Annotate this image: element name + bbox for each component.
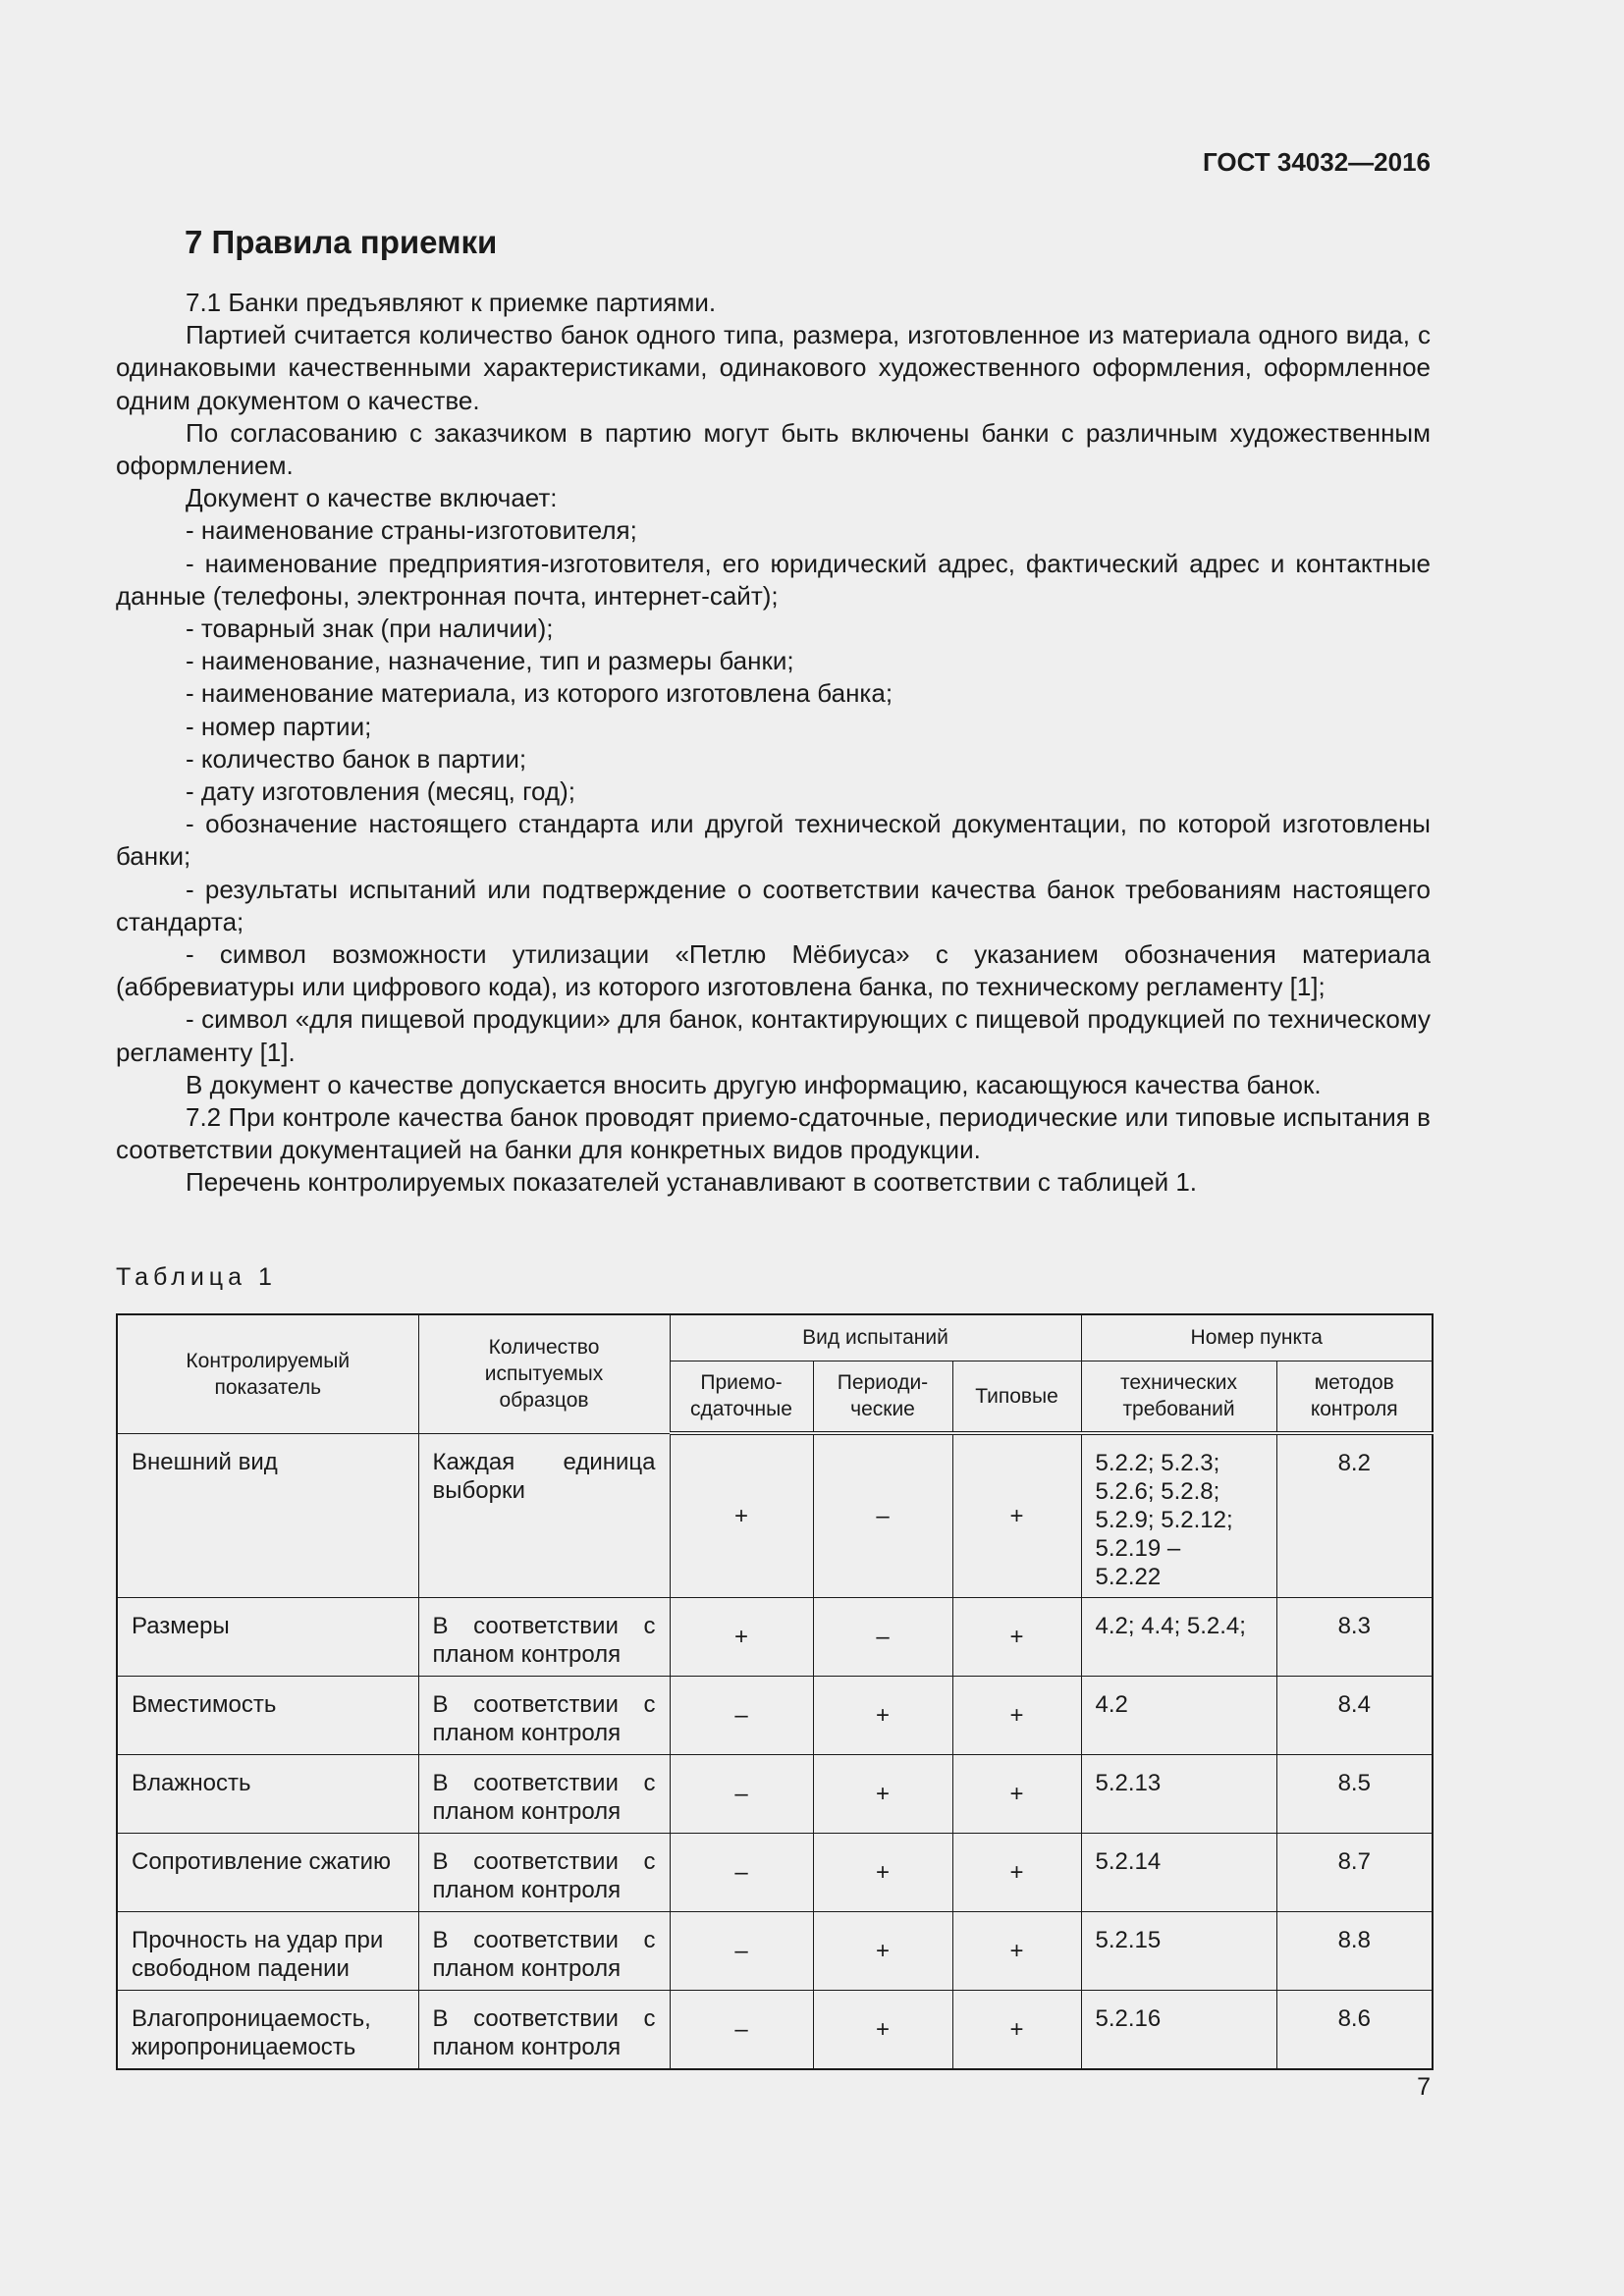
indicator-cell: Вместимость [117,1677,418,1755]
paragraph: Партией считается количество банок одного типа, размера, изготовленное из материала одного вида, с одинаковыми качественными характеристиками, одинакового художественного оформления, оформленное одним документом о качестве. [116,320,1431,415]
tech-requirements-cell: 4.2 [1081,1677,1276,1755]
header-control-methods: методов контроля [1276,1361,1433,1433]
list-item: - количество банок в партии; [186,743,527,774]
paragraph: 7.2 При контроле качества банок проводят приемо-сдаточные, периодические или типовые испытания в соответствии документацией на банки для конкретных видов продукции. [116,1102,1431,1165]
samples-cell: В соответствии с планом контроля [418,1598,670,1677]
acceptance-cell: – [670,1991,813,2069]
periodic-cell: + [813,1755,952,1834]
list-item: - наименование, назначение, тип и размеры банки; [186,646,794,676]
indicator-cell: Влагопроницаемость, жиропроницаемость [117,1991,418,2069]
table-row [117,1433,1433,1598]
header-acceptance: Приемо-сдаточные [670,1361,813,1433]
periodic-cell: – [813,1433,952,1598]
list-item: - символ возможности утилизации «Петлю Мёбиуса» с указанием обозначения материала (аббревиатуры или цифрового кода), из которого изготовлена банка, по техническому регламенту [1]; [116,939,1431,1002]
samples-cell: В соответствии с планом контроля [418,1677,670,1755]
header-sample-count: Количество испытуемых образцов [418,1314,670,1433]
table-row [117,1755,1433,1834]
methods-cell: 8.4 [1276,1677,1433,1755]
samples-cell: В соответствии с планом контроля [418,1991,670,2069]
typical-cell: + [952,1433,1081,1598]
section-body [116,287,1431,1200]
indicator-cell: Размеры [117,1598,418,1677]
indicator-cell: Внешний вид [117,1433,418,1598]
samples-cell: Каждая единица выборки [418,1433,670,1598]
methods-cell: 8.3 [1276,1598,1433,1677]
typical-cell: + [952,1834,1081,1912]
paragraph: Документ о качестве включает: [186,483,558,513]
list-item: - наименование предприятия-изготовителя, его юридический адрес, фактический адрес и контактные данные (телефоны, электронная почта, интернет-сайт); [116,548,1431,611]
typical-cell: + [952,1912,1081,1991]
table-caption: Таблица 1 [116,1263,277,1291]
acceptance-cell: – [670,1755,813,1834]
list-item: - результаты испытаний или подтверждение о соответствии качества банок требованиям настоящего стандарта; [116,874,1431,936]
list-item: - наименование страны-изготовителя; [186,515,637,546]
list-item: - товарный знак (при наличии); [186,614,554,644]
paragraph: По согласованию с заказчиком в партию могут быть включены банки с различным художественным оформлением. [116,417,1431,481]
list-item: - номер партии; [186,711,372,741]
control-indicators-table [116,1313,1434,2070]
section-title: 7 Правила приемки [185,224,498,260]
methods-cell: 8.8 [1276,1912,1433,1991]
methods-cell: 8.2 [1276,1433,1433,1598]
paragraph: В документ о качестве допускается вносить другую информацию, касающуюся качества банок. [186,1069,1322,1099]
header-indicator: Контролируемый показатель [117,1314,418,1433]
table-row [117,1598,1433,1677]
document-code: ГОСТ 34032—2016 [1203,147,1431,177]
methods-cell: 8.7 [1276,1834,1433,1912]
header-tech-requirements: технических требований [1081,1361,1276,1433]
acceptance-cell: – [670,1912,813,1991]
typical-cell: + [952,1598,1081,1677]
acceptance-cell: – [670,1677,813,1755]
header-periodic: Периоди-ческие [813,1361,952,1433]
typical-cell: + [952,1755,1081,1834]
typical-cell: + [952,1677,1081,1755]
indicator-cell: Прочность на удар при свободном падении [117,1912,418,1991]
table-row [117,1677,1433,1755]
methods-cell: 8.6 [1276,1991,1433,2069]
tech-requirements-cell: 4.2; 4.4; 5.2.4; [1081,1598,1276,1677]
indicator-cell: Влажность [117,1755,418,1834]
list-item: - обозначение настоящего стандарта или другой технической документации, по которой изготовлены банки; [116,809,1431,872]
samples-cell: В соответствии с планом контроля [418,1755,670,1834]
header-typical: Типовые [952,1361,1081,1433]
methods-cell: 8.5 [1276,1755,1433,1834]
periodic-cell: – [813,1598,952,1677]
tech-requirements-cell: 5.2.2; 5.2.3; 5.2.6; 5.2.8; 5.2.9; 5.2.12; 5.2.19 – 5.2.22 [1081,1433,1276,1598]
tech-requirements-cell: 5.2.14 [1081,1834,1276,1912]
paragraph: 7.1 Банки предъявляют к приемке партиями. [186,288,717,317]
table-row [117,1834,1433,1912]
samples-cell: В соответствии с планом контроля [418,1912,670,1991]
acceptance-cell: – [670,1834,813,1912]
periodic-cell: + [813,1912,952,1991]
samples-cell: В соответствии с планом контроля [418,1834,670,1912]
paragraph: Перечень контролируемых показателей устанавливают в соответствии с таблицей 1. [186,1167,1198,1198]
list-item: - наименование материала, из которого изготовлена банка; [186,678,893,709]
header-test-type: Вид испытаний [670,1314,1081,1361]
periodic-cell: + [813,1834,952,1912]
list-item: - дату изготовления (месяц, год); [186,776,575,807]
page-number: 7 [1417,2073,1431,2101]
indicator-cell: Сопротивление сжатию [117,1834,418,1912]
periodic-cell: + [813,1677,952,1755]
periodic-cell: + [813,1991,952,2069]
tech-requirements-cell: 5.2.13 [1081,1755,1276,1834]
tech-requirements-cell: 5.2.16 [1081,1991,1276,2069]
tech-requirements-cell: 5.2.15 [1081,1912,1276,1991]
table-row [117,1912,1433,1991]
acceptance-cell: + [670,1433,813,1598]
typical-cell: + [952,1991,1081,2069]
header-clause-number: Номер пункта [1081,1314,1433,1361]
table-row [117,1991,1433,2069]
list-item: - символ «для пищевой продукции» для банок, контактирующих с пищевой продукцией по техническому регламенту [1]. [116,1004,1431,1067]
acceptance-cell: + [670,1598,813,1677]
